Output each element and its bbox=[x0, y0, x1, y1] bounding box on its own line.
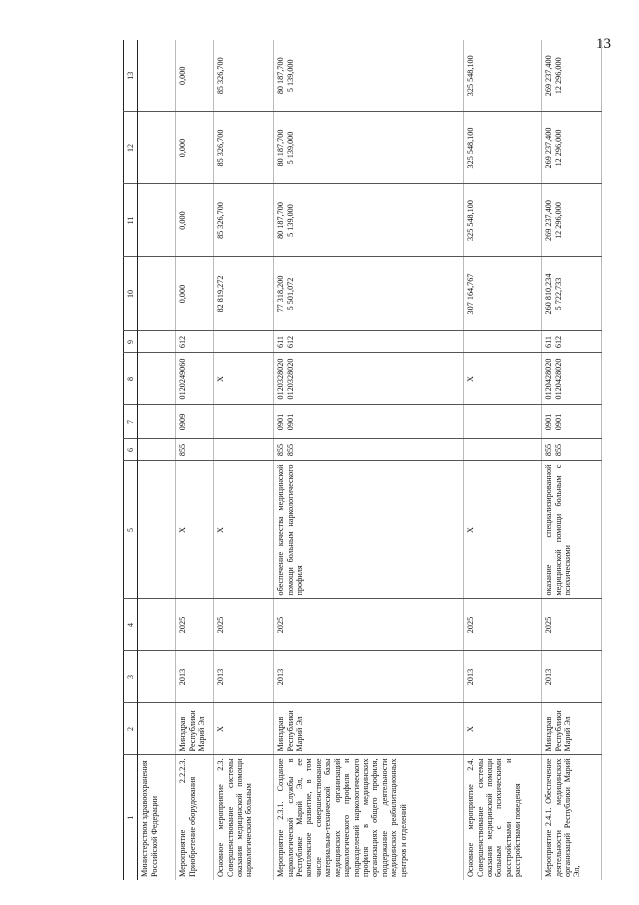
table-row bbox=[464, 40, 542, 880]
cell-vr bbox=[138, 331, 176, 353]
cell-vr: 611 612 bbox=[542, 331, 602, 353]
cell-rzpr: 0909 bbox=[176, 405, 214, 439]
cell-csr bbox=[138, 353, 176, 405]
cell-vr bbox=[464, 331, 542, 353]
col-header-12: 12 bbox=[124, 112, 138, 184]
col-header-8: 8 bbox=[124, 353, 138, 405]
col-header-11: 11 bbox=[124, 184, 138, 257]
cell-activity: Основное мероприятие 2.3. Совершенствование системы оказания медицинской помощи наркологическим больным bbox=[214, 755, 274, 880]
table-row bbox=[138, 40, 176, 880]
cell-amount-col13: 0,000 bbox=[178, 66, 188, 85]
cell-amount-col13: 325 548,100 bbox=[466, 55, 476, 97]
cell-activity: Мероприятие 2.2.2.3. Приобретение оборудования bbox=[176, 755, 214, 880]
cell-result: Х bbox=[214, 461, 274, 599]
cell-grbs bbox=[464, 439, 542, 461]
rotated-table-wrapper bbox=[123, 40, 620, 880]
cell-result bbox=[138, 461, 176, 599]
cell-rzpr bbox=[138, 405, 176, 439]
col-header-10: 10 bbox=[124, 257, 138, 331]
cell-amount-col12: 0,000 bbox=[176, 112, 214, 184]
cell-amount-col11: 85 326,700 bbox=[214, 184, 274, 257]
cell-grbs: 855 bbox=[176, 439, 214, 461]
table-row bbox=[176, 40, 214, 880]
cell-amount-col10: 82 819,272 bbox=[214, 257, 274, 331]
cell-activity: Мероприятие 2.4.1. Обеспечение деятельности медицинских организаций Республики Марий Эл, bbox=[542, 755, 602, 880]
cell-rzpr bbox=[464, 405, 542, 439]
cell-grbs bbox=[214, 439, 274, 461]
cell-amount-col11 bbox=[138, 184, 176, 257]
cell-grbs: 855 855 bbox=[542, 439, 602, 461]
cell-start-year: 2013 bbox=[274, 651, 464, 703]
cell-result: обеспечение качества медицинской помощи больным наркологического профиля bbox=[274, 461, 464, 599]
cell-executor: Х bbox=[214, 703, 274, 755]
cell-rzpr bbox=[214, 405, 274, 439]
cell-executor: Минздрав Республики Марий Эл bbox=[274, 703, 464, 755]
cell-amount-col13: 80 187,700 5 139,000 bbox=[276, 57, 295, 95]
cell-rzpr: 0901 0901 bbox=[274, 405, 464, 439]
cell-end-year: 2025 bbox=[214, 599, 274, 651]
cell-amount-col10: 260 810,234 5 722,733 bbox=[542, 257, 602, 331]
col-header-9: 9 bbox=[124, 331, 138, 353]
table-row bbox=[274, 40, 464, 880]
cell-amount-col13: 269 237,400 12 296,000 bbox=[544, 55, 563, 97]
cell-csr: 0120328020 0120328020 bbox=[274, 353, 464, 405]
cell-rzpr: 0901 0901 bbox=[542, 405, 602, 439]
cell-amount-col12: 80 187,700 5 139,000 bbox=[274, 112, 464, 184]
cell-amount-col10: 77 318,200 5 501,072 bbox=[274, 257, 464, 331]
cell-amount-col13 bbox=[138, 40, 176, 112]
col-header-7: 7 bbox=[124, 405, 138, 439]
cell-start-year bbox=[138, 651, 176, 703]
col-header-1: 1 bbox=[124, 755, 138, 880]
cell-vr: 611 612 bbox=[274, 331, 464, 353]
cell-end-year: 2025 bbox=[274, 599, 464, 651]
col-header-13: 13 bbox=[124, 40, 138, 112]
cell-amount-col11: 269 237,400 12 296,000 bbox=[542, 184, 602, 257]
cell-start-year: 2013 bbox=[176, 651, 214, 703]
cell-amount-col12: 325 548,100 bbox=[464, 112, 542, 184]
program-table bbox=[123, 40, 602, 880]
cell-amount-col12: 269 237,400 12 296,000 bbox=[542, 112, 602, 184]
cell-start-year: 2013 bbox=[464, 651, 542, 703]
col-header-4: 4 bbox=[124, 599, 138, 651]
cell-activity: Министерством здравоохранения Российской Федерации bbox=[138, 755, 176, 880]
cell-amount-col10: 0,000 bbox=[176, 257, 214, 331]
cell-end-year bbox=[138, 599, 176, 651]
cell-activity: Мероприятие 2.3.1. Создание наркологической службы в Республике Марий Эл, ее комплексное развитие, в том числе совершенствование материально-технической базы медицинских организаций наркологического профиля и подразделений наркологического профиля в медицинских организациях общего профиля, поддержание деятельности медицинских реабилитационных центров и отделений bbox=[274, 755, 464, 880]
cell-amount-col13: 85 326,700 bbox=[216, 57, 226, 95]
col-header-3: 3 bbox=[124, 651, 138, 703]
cell-end-year: 2025 bbox=[176, 599, 214, 651]
cell-grbs bbox=[138, 439, 176, 461]
cell-start-year: 2013 bbox=[542, 651, 602, 703]
cell-end-year: 2025 bbox=[464, 599, 542, 651]
cell-result: Х bbox=[176, 461, 214, 599]
cell-executor: Минздрав Республики Марий Эл bbox=[176, 703, 214, 755]
cell-end-year: 2025 bbox=[542, 599, 602, 651]
cell-result: Х bbox=[464, 461, 542, 599]
cell-csr: 0120249060 bbox=[176, 353, 214, 405]
cell-executor: Х bbox=[464, 703, 542, 755]
cell-amount-col10 bbox=[138, 257, 176, 331]
cell-amount-col11: 0,000 bbox=[176, 184, 214, 257]
cell-start-year: 2013 bbox=[214, 651, 274, 703]
table-row bbox=[542, 40, 602, 880]
cell-amount-col12: 85 326,700 bbox=[214, 112, 274, 184]
col-header-5: 5 bbox=[124, 461, 138, 599]
table-row bbox=[214, 40, 274, 880]
cell-amount-col10: 307 164,767 bbox=[464, 257, 542, 331]
cell-vr: 612 bbox=[176, 331, 214, 353]
cell-executor bbox=[138, 703, 176, 755]
page-number: 13 bbox=[596, 36, 611, 52]
cell-csr: Х bbox=[464, 353, 542, 405]
cell-amount-col12 bbox=[138, 112, 176, 184]
cell-amount-col11: 80 187,700 5 139,000 bbox=[274, 184, 464, 257]
cell-grbs: 855 855 bbox=[274, 439, 464, 461]
cell-executor: Минздрав Республики Марий Эл bbox=[542, 703, 602, 755]
cell-activity: Основное мероприятие 2.4. Совершенствование системы оказания медицинской помощи больным с психическими расстройствами и расстройствами поведения bbox=[464, 755, 542, 880]
cell-vr bbox=[214, 331, 274, 353]
col-header-2: 2 bbox=[124, 703, 138, 755]
cell-amount-col11: 325 548,100 bbox=[464, 184, 542, 257]
column-number-row bbox=[124, 40, 138, 880]
cell-result: оказание специализированной медицинской помощи больным с психическими bbox=[542, 461, 602, 599]
cell-csr: 0120428020 0120428020 bbox=[542, 353, 602, 405]
cell-csr: Х bbox=[214, 353, 274, 405]
col-header-6: 6 bbox=[124, 439, 138, 461]
rotated-table-area bbox=[123, 40, 620, 880]
